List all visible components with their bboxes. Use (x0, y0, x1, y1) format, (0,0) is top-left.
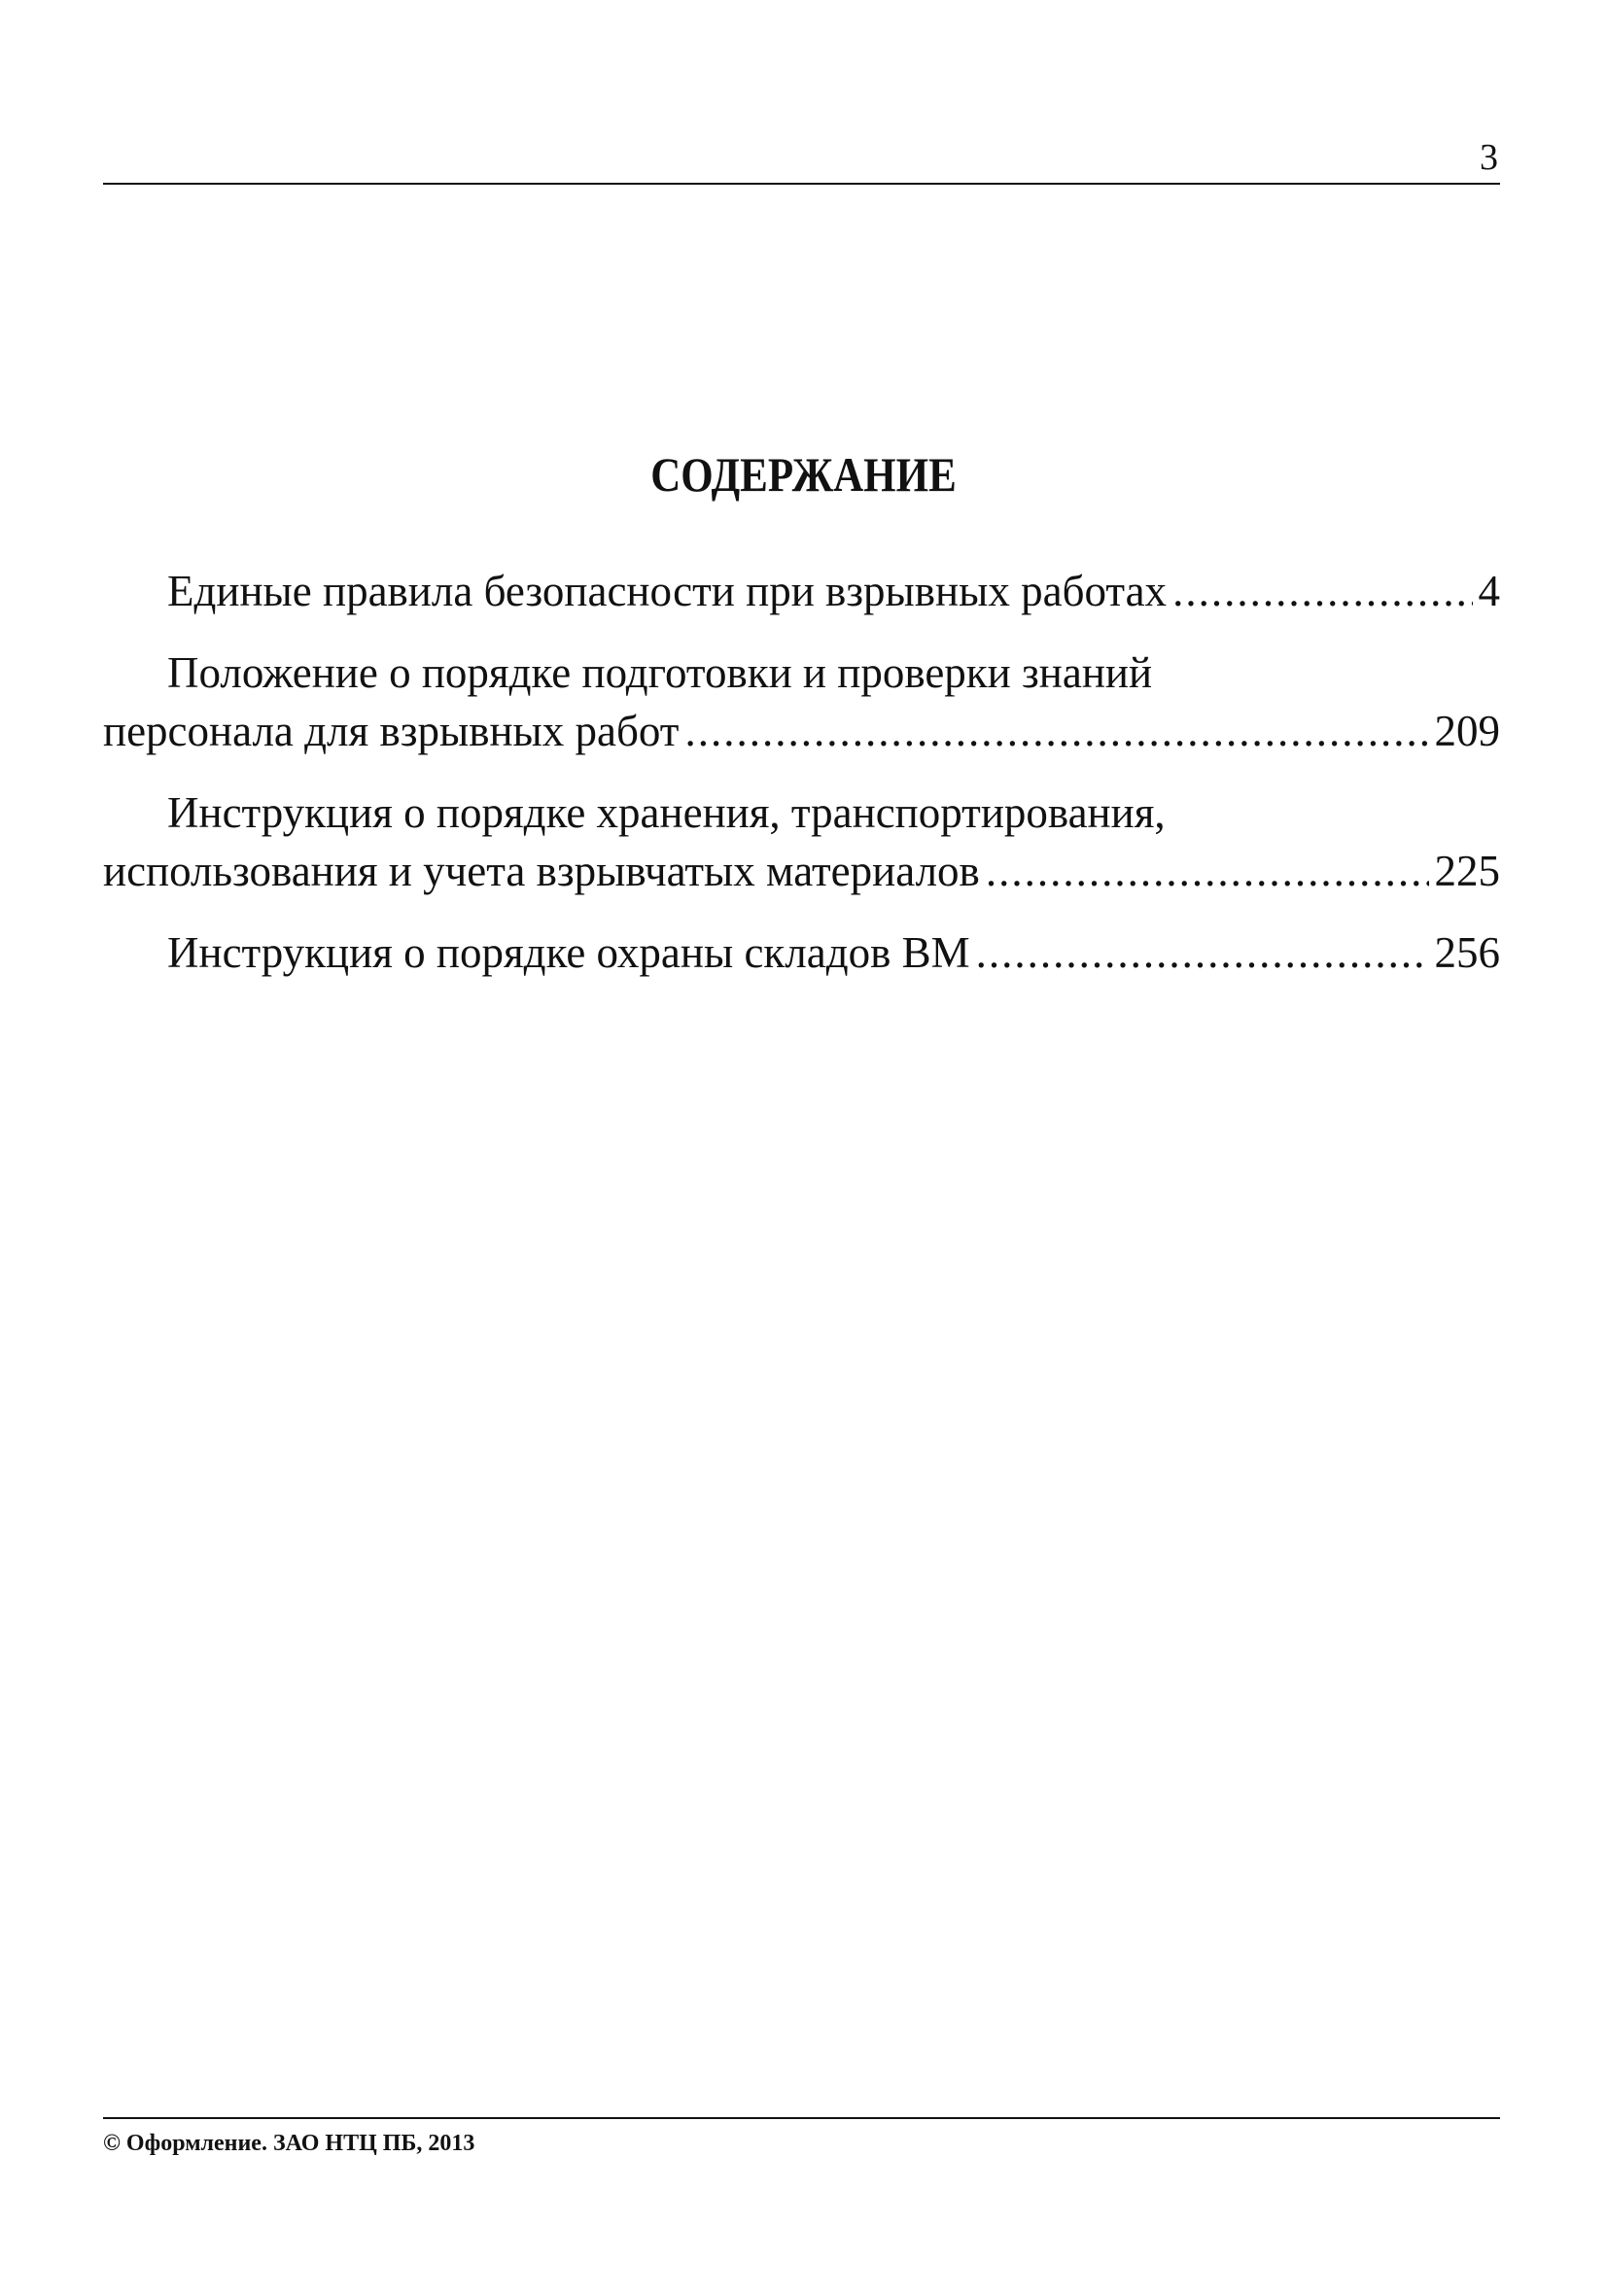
page-number: 3 (1480, 137, 1498, 178)
footer-rule (103, 2117, 1500, 2119)
toc-entry-title-last-line: персонала для взрывных работ (103, 707, 680, 755)
toc-entry-page: 225 (1434, 847, 1500, 895)
toc-entry-title-first-line: Положение о порядке подготовки и проверки знаний (167, 648, 1153, 697)
header-rule (103, 183, 1500, 185)
toc-entry-line (103, 702, 1500, 760)
toc-entry-line (103, 783, 1500, 842)
toc-entry-line (103, 644, 1500, 702)
toc-leader-dots (1172, 562, 1472, 620)
toc-entry-page: 4 (1478, 567, 1500, 615)
toc-entry[interactable] (103, 783, 1500, 900)
toc-entry-page: 209 (1434, 707, 1500, 755)
toc-entry-title-first-line: Инструкция о порядке хранения, транспортирования, (167, 788, 1166, 837)
toc-entry[interactable] (103, 644, 1500, 760)
toc-entry-title: Инструкция о порядке охраны складов ВМ (167, 928, 970, 977)
footer-copyright: © Оформление. ЗАО НТЦ ПБ, 2013 (103, 2131, 475, 2156)
toc-leader-dots (986, 842, 1429, 900)
toc-entry[interactable] (103, 923, 1500, 982)
toc-leader-dots (684, 702, 1428, 760)
toc-leader-dots (976, 923, 1429, 982)
toc-entry[interactable] (103, 562, 1500, 620)
toc-entry-title: Единые правила безопасности при взрывных работах (167, 567, 1168, 615)
toc-entry-line (103, 562, 1500, 620)
toc-entry-line (103, 842, 1500, 900)
toc-entry-line (103, 923, 1500, 982)
toc-title: СОДЕРЖАНИЕ (650, 447, 957, 502)
table-of-contents (103, 562, 1500, 1005)
toc-entry-page: 256 (1434, 928, 1500, 977)
toc-entry-title-last-line: использования и учета взрывчатых материалов (103, 847, 980, 895)
